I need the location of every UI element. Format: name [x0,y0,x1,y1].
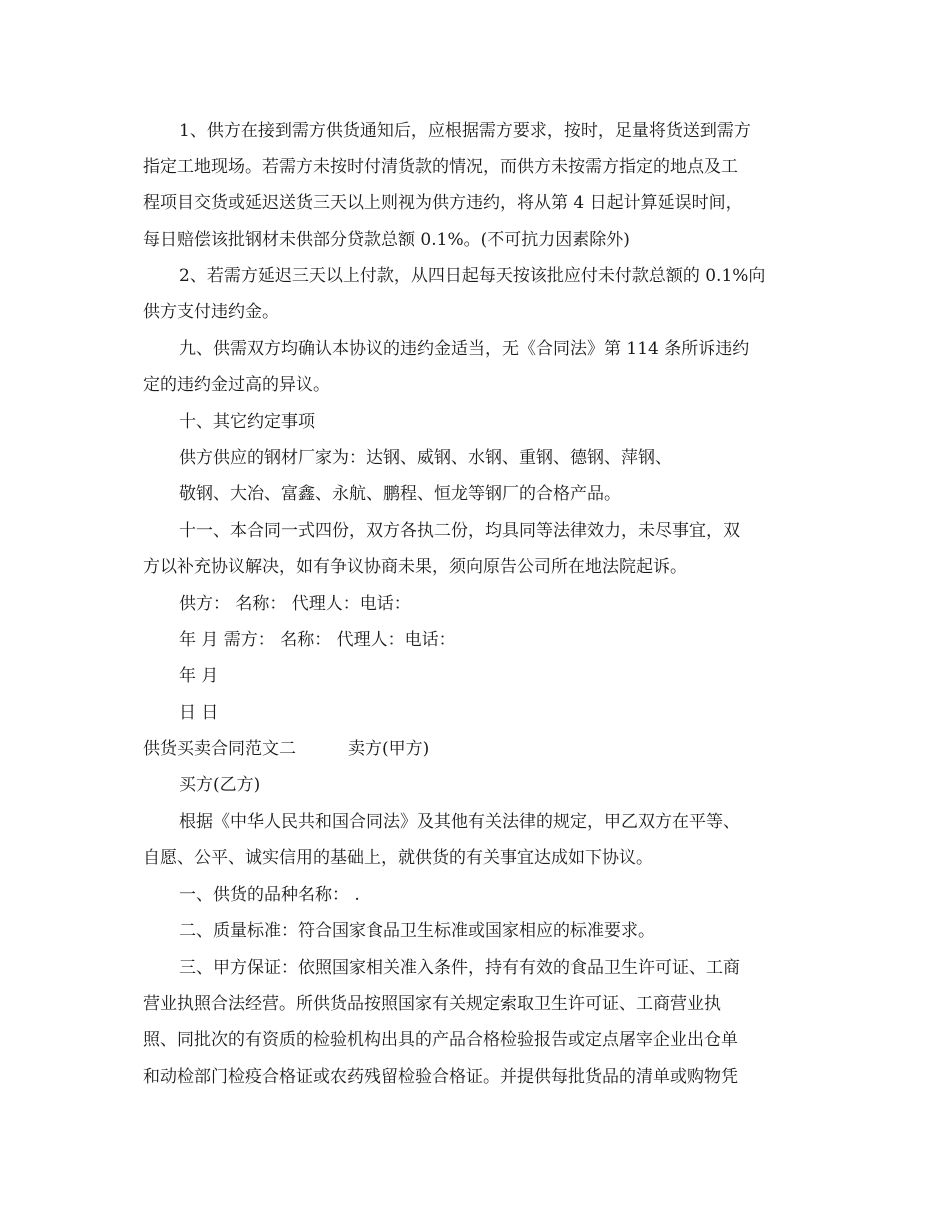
paragraph-line: 自愿、公平、诚实信用的基础上，就供货的有关事宜达成如下协议。 [143,848,653,868]
contract-title: 供货买卖合同范文二 [143,739,296,759]
paragraph-line: 2、若需方延迟三天以上付款，从四日起每天按该批应付未付款总额的 0.1%向 [179,266,766,286]
buyer-label: 买方(乙方) [179,775,261,795]
paragraph-line: 营业执照合法经营。所供货品按照国家有关规定索取卫生许可证、工商营业执 [143,994,721,1014]
paragraph-line: 供方供应的钢材厂家为：达钢、威钢、水钢、重钢、德钢、萍钢、 [179,448,672,468]
signature-line: 日 日 [179,703,219,723]
paragraph-line: 定的违约金过高的异议。 [143,375,330,395]
paragraph-line: 根据《中华人民共和国合同法》及其他有关法律的规定，甲乙双方在平等、 [179,812,740,832]
paragraph-line: 1、供方在接到需方供货通知后，应根据需方要求，按时，足量将货送到需方 [179,121,751,141]
signature-line: 年 月 需方： 名称： 代理人：电话： [179,630,456,650]
seller-label: 卖方(甲方) [348,739,430,759]
paragraph-line: 每日赔偿该批钢材未供部分贷款总额 0.1%。(不可抗力因素除外) [143,230,630,250]
paragraph-line: 十一、本合同一式四份，双方各执二份，均具同等法律效力，未尽事宜，双 [179,521,740,541]
paragraph-line: 九、供需双方均确认本协议的违约金适当，无《合同法》第 114 条所诉违约 [179,339,750,359]
paragraph-line: 照、同批次的有资质的检验机构出具的产品合格检验报告或定点屠宰企业出仓单 [143,1030,738,1050]
paragraph-line: 敬钢、大冶、富鑫、永航、鹏程、恒龙等钢厂的合格产品。 [179,484,621,504]
signature-line: 年 月 [179,666,219,686]
paragraph-line: 指定工地现场。若需方未按时付清货款的情况，而供方未按需方指定的地点及工 [143,157,738,177]
signature-line: 供方： 名称： 代理人：电话： [179,594,411,614]
clause-line: 三、甲方保证：依照国家相关准入条件，持有有效的食品卫生许可证、工商 [179,958,740,978]
paragraph-line: 程项目交货或延迟送货三天以上则视为供方违约，将从第 4 日起计算延误时间， [143,193,743,213]
paragraph-line: 和动检部门检疫合格证或农药残留检验合格证。并提供每批货品的清单或购物凭 [143,1067,738,1087]
section-heading: 十、其它约定事项 [179,412,315,432]
contract-title-row [143,737,429,761]
paragraph-line: 方以补充协议解决，如有争议协商未果，须向原告公司所在地法院起诉。 [143,557,687,577]
clause-line: 二、质量标准：符合国家食品卫生标准或国家相应的标准要求。 [179,921,655,941]
clause-line: 一、供货的品种名称： . [179,885,360,905]
paragraph-line: 供方支付违约金。 [143,302,279,322]
